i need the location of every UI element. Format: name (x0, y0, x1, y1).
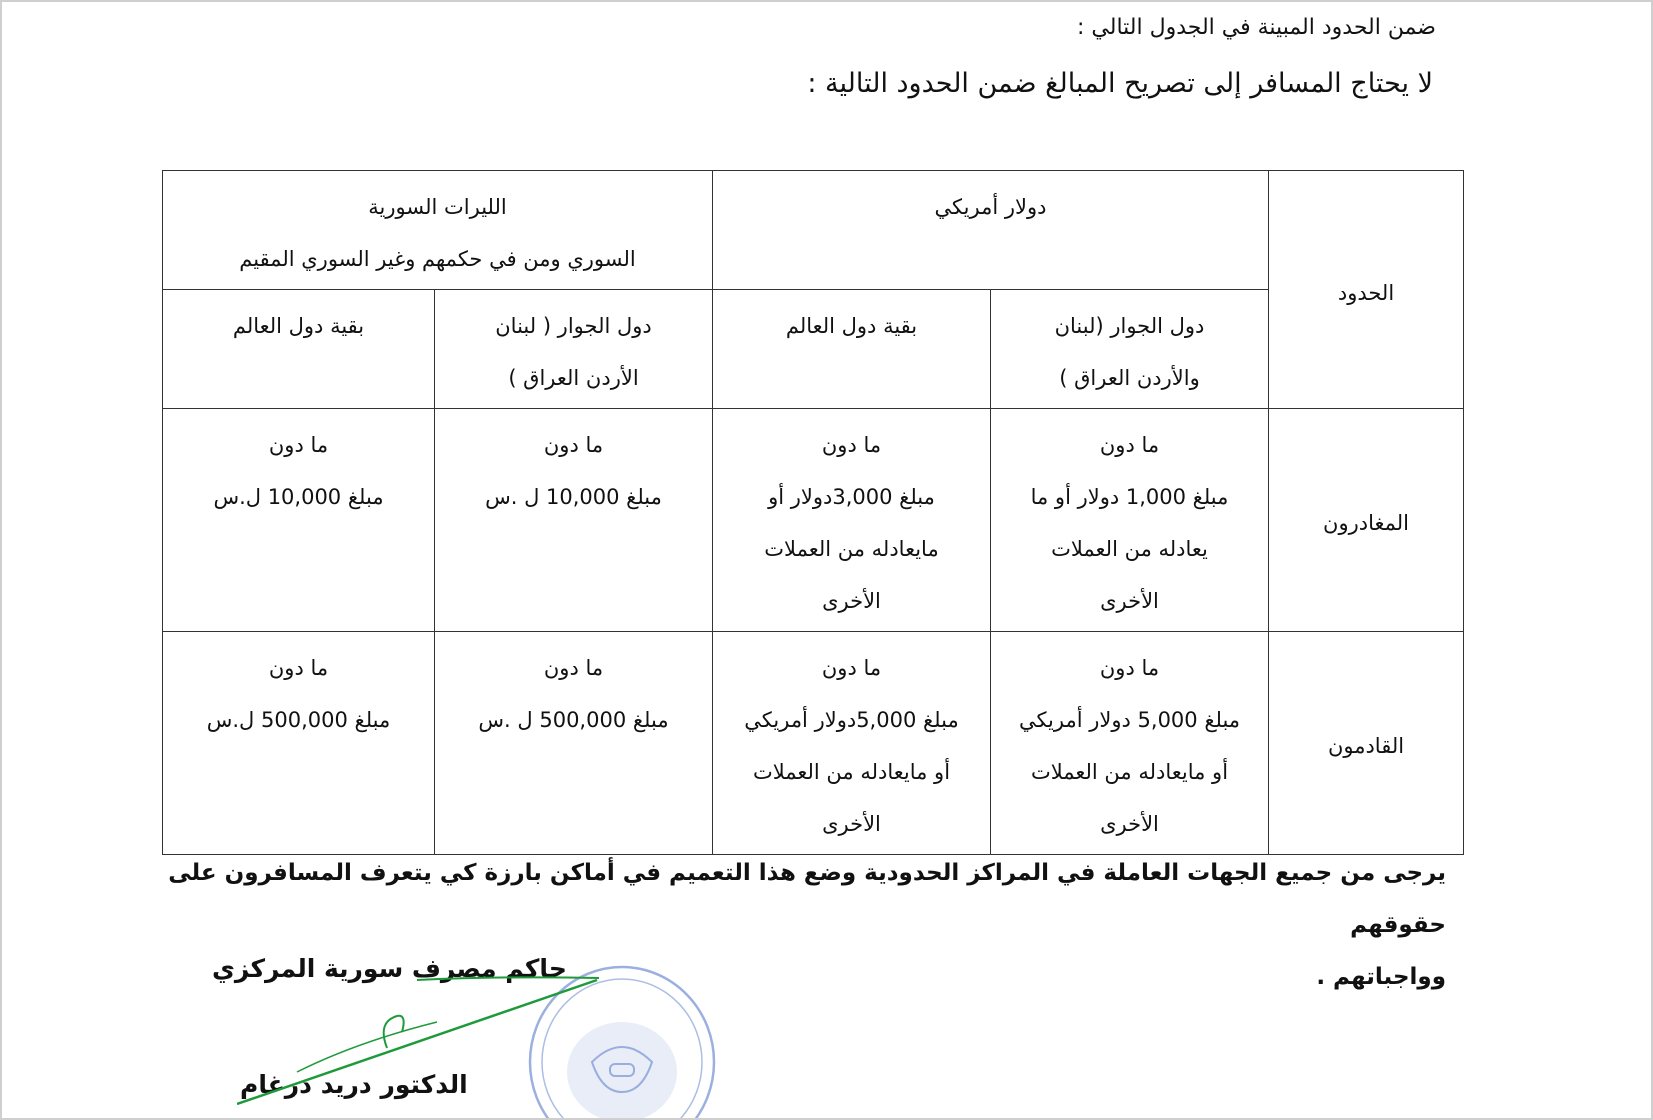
table-row (163, 409, 1464, 632)
closing-line: يرجى من جميع الجهات العاملة في المراكز الحدودية وضع هذا التعميم في أماكن بارزة كي يتعرف المسافرون على حقوقهم (168, 860, 1446, 938)
table-header-row (163, 171, 1464, 290)
governor-title: حاكم مصرف سورية المركزي (212, 954, 567, 983)
table-cell: ما دون مبلغ 5,000دولار أمريكي أو مايعادله من العملات الأخرى (713, 632, 991, 855)
limits-table (162, 170, 1464, 855)
usd-header-cell: دولار أمريكي (713, 171, 1269, 290)
top-line: ضمن الحدود المبينة في الجدول التالي : (1077, 15, 1436, 40)
table-row (163, 632, 1464, 855)
table-cell: ما دون مبلغ 10,000 ل .س (435, 409, 713, 632)
handwritten-signature-icon (237, 962, 617, 1112)
row-label-arriving: القادمون (1269, 632, 1464, 855)
table-cell: ما دون مبلغ 1,000 دولار أو ما يعادله من العملات الأخرى (991, 409, 1269, 632)
table-cell: ما دون مبلغ 5,000 دولار أمريكي أو مايعادله من العملات الأخرى (991, 632, 1269, 855)
closing-line: وواجباتهم . (1316, 964, 1446, 990)
usd-rest-header: بقية دول العالم (713, 290, 991, 409)
table-cell: ما دون مبلغ 500,000 ل .س (435, 632, 713, 855)
table-cell: ما دون مبلغ 10,000 ل.س (163, 409, 435, 632)
row-label-departing: المغادرون (1269, 409, 1464, 632)
syp-neighbors-header: دول الجوار ( لبنان الأردن العراق ) (435, 290, 713, 409)
governor-name: الدكتور دريد درغام (240, 1070, 468, 1099)
usd-neighbors-header: دول الجوار (لبنان والأردن العراق ) (991, 290, 1269, 409)
limits-header-cell: الحدود (1269, 171, 1464, 409)
syp-rest-header: بقية دول العالم (163, 290, 435, 409)
table-cell: ما دون مبلغ 3,000دولار أو مايعادله من العملات الأخرى (713, 409, 991, 632)
syp-header-cell: الليرات السورية السوري ومن في حكمهم وغير السوري المقيم (163, 171, 713, 290)
intro-line: لا يحتاج المسافر إلى تصريح المبالغ ضمن الحدود التالية : (807, 68, 1433, 99)
table-cell: ما دون مبلغ 500,000 ل.س (163, 632, 435, 855)
table-subheader-row (163, 290, 1464, 409)
